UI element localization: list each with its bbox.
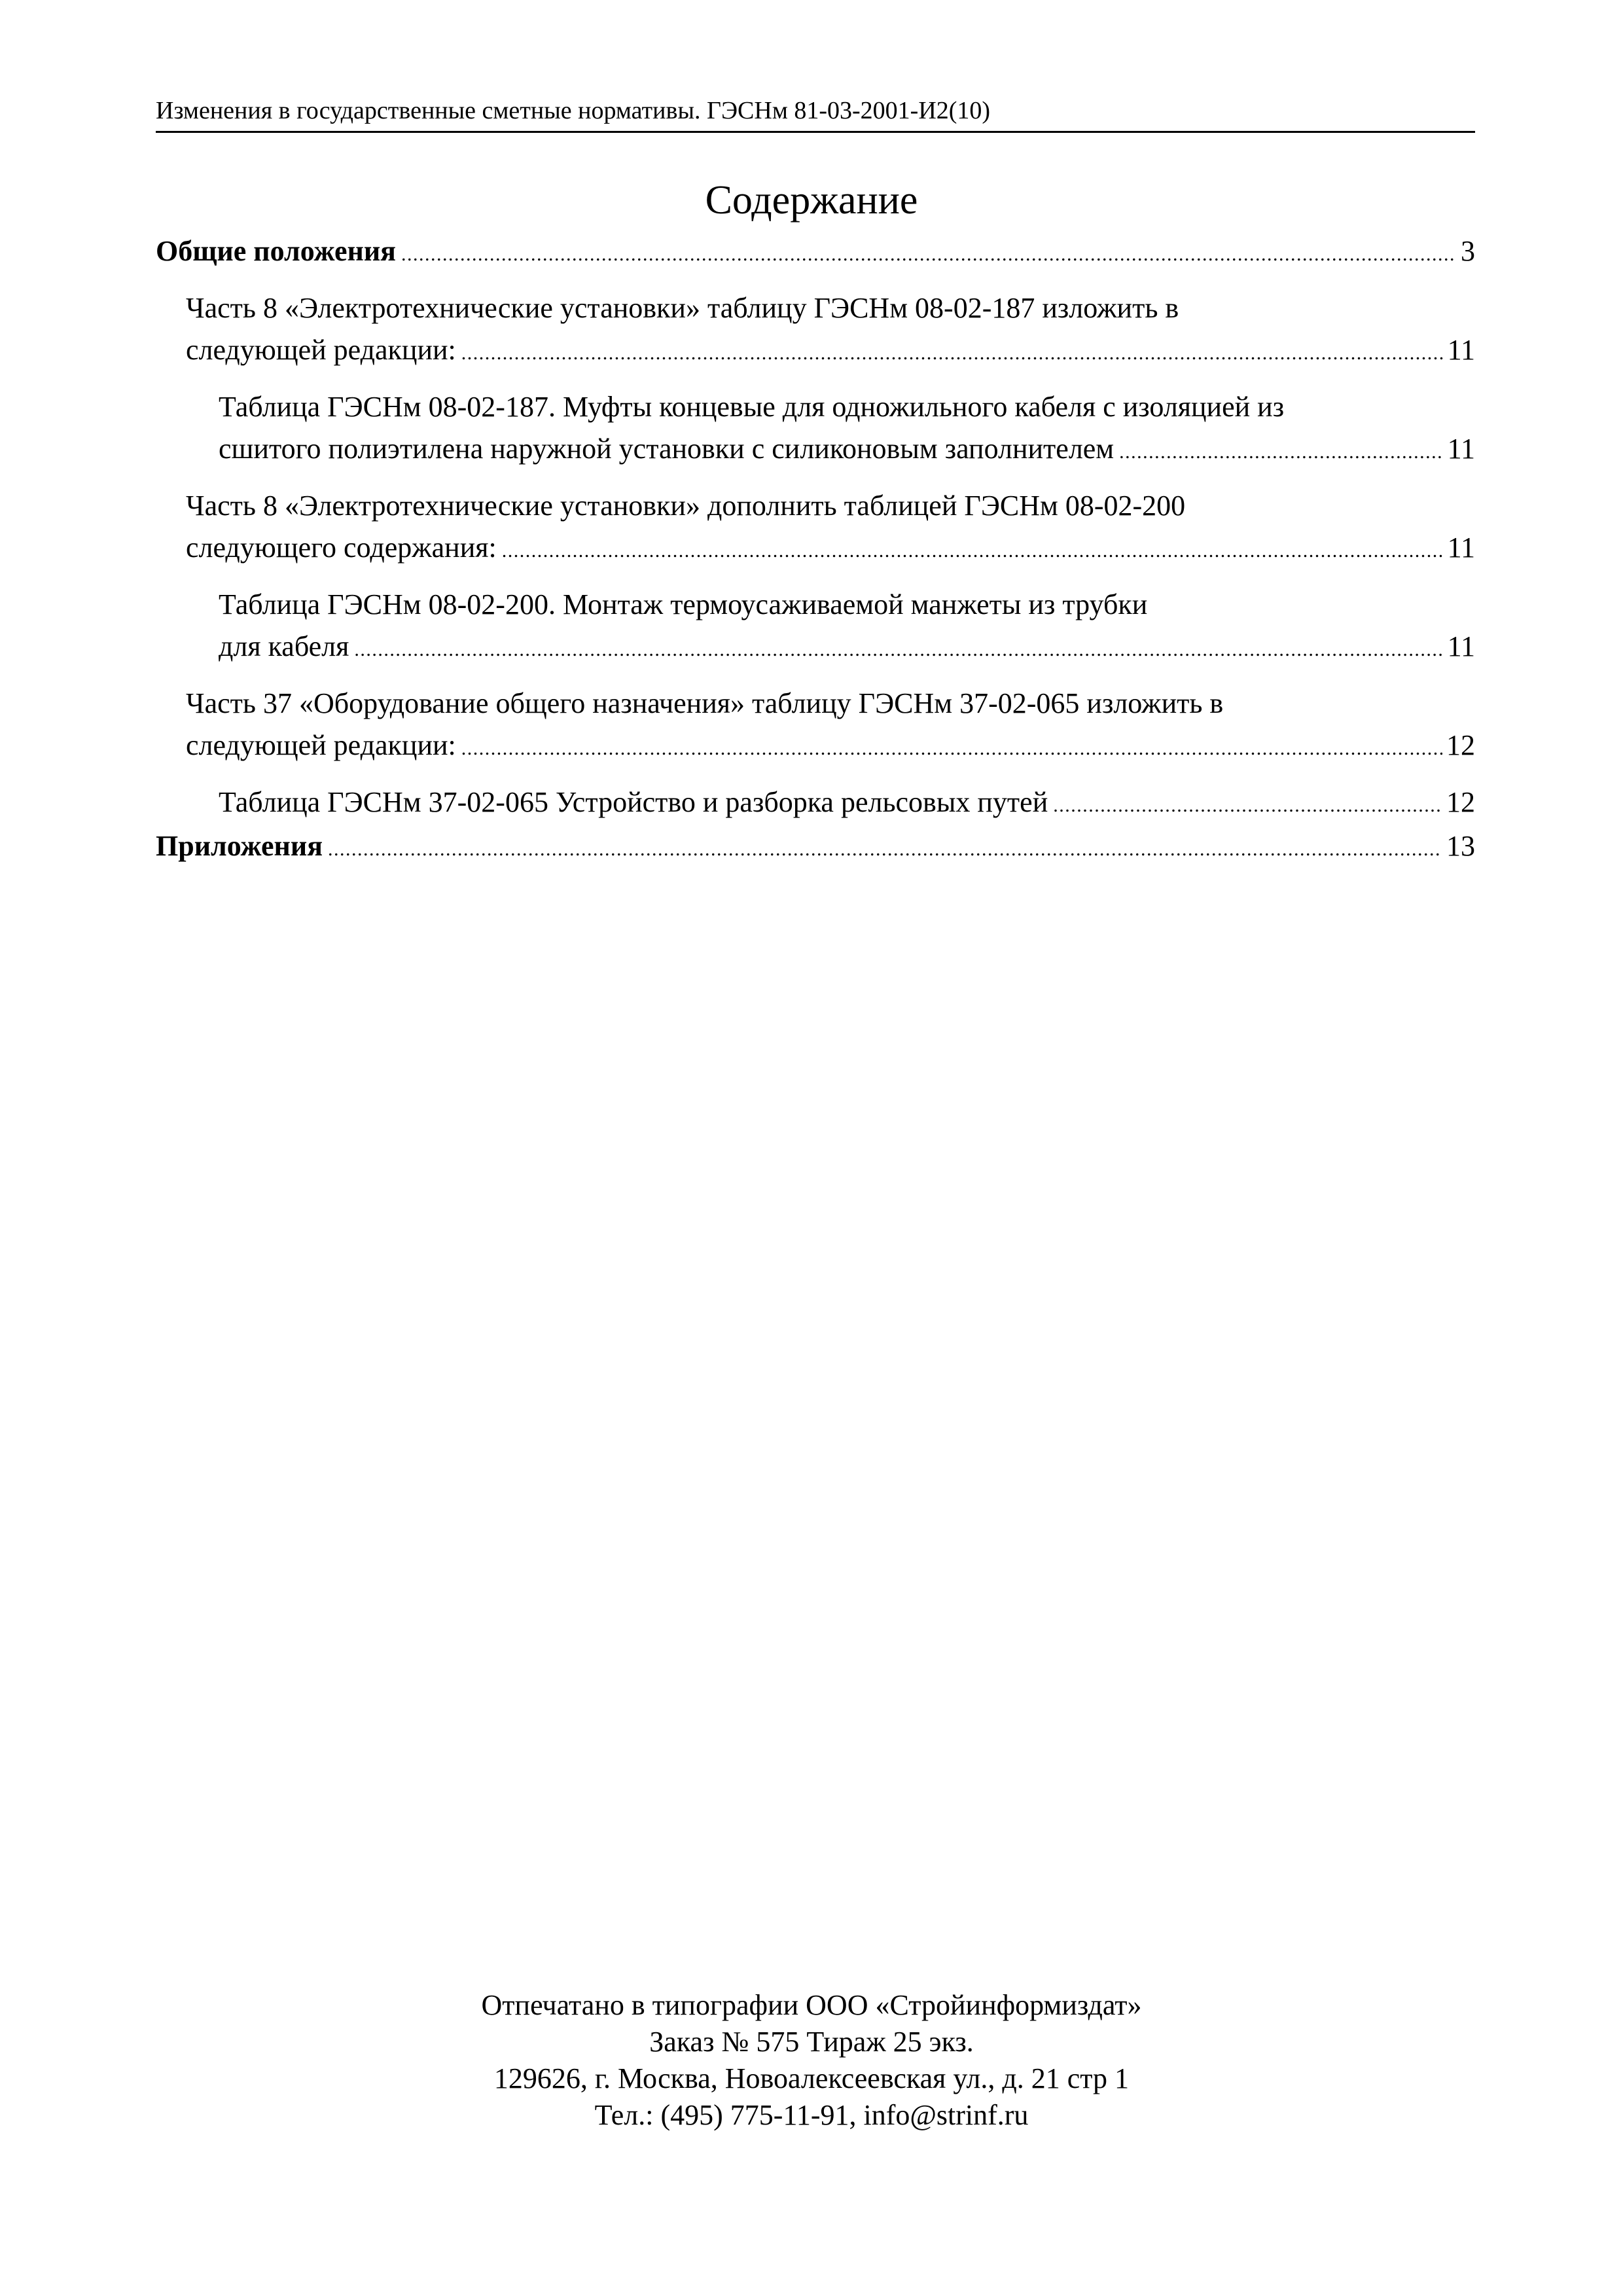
toc-entry-appendices[interactable]	[156, 827, 1475, 869]
dot-leader	[401, 232, 1457, 274]
toc-page-number: 3	[1461, 235, 1475, 267]
imprint-order: Заказ № 575 Тираж 25 экз.	[649, 2026, 974, 2058]
toc-entry-table-08-02-187[interactable]	[219, 386, 1475, 473]
table-of-contents	[156, 232, 1475, 869]
toc-entry-text: Часть 8 «Электротехнические установки» дополнить таблицей ГЭСНм 08-02-200	[186, 490, 1186, 522]
running-header: Изменения в государственные сметные нормативы. ГЭСНм 81-03-2001-И2(10)	[156, 97, 991, 124]
toc-title: Содержание	[705, 178, 918, 223]
toc-entry-text: Приложения	[156, 830, 323, 862]
toc-page-number: 12	[1446, 729, 1475, 761]
toc-entry-text: следующего содержания:	[186, 531, 497, 564]
toc-entry-general-provisions[interactable]	[156, 232, 1475, 274]
toc-entry-part-8-table-200[interactable]	[186, 485, 1475, 572]
toc-entry-part-37-table-065[interactable]	[186, 683, 1475, 770]
toc-entry-text: Часть 8 «Электротехнические установки» таблицу ГЭСНм 08-02-187 изложить в	[186, 292, 1179, 324]
toc-entry-table-08-02-200[interactable]	[219, 584, 1475, 671]
toc-page-number: 11	[1447, 334, 1475, 366]
toc-page-number: 11	[1447, 630, 1475, 662]
toc-page-number: 11	[1447, 531, 1475, 564]
toc-entry-text: для кабеля	[219, 630, 349, 662]
dot-leader	[328, 827, 1442, 869]
toc-entry-text: Общие положения	[156, 235, 396, 267]
dot-leader	[1119, 428, 1443, 473]
toc-entry-text: Таблица ГЭСНм 37-02-065 Устройство и разборка рельсовых путей	[219, 786, 1048, 818]
imprint-address: 129626, г. Москва, Новоалексеевская ул., д. 21 стр 1	[493, 2062, 1130, 2094]
printing-imprint	[0, 1987, 1623, 2134]
dot-leader	[1053, 781, 1442, 827]
header-rule	[156, 131, 1475, 133]
dot-leader	[461, 329, 1444, 374]
imprint-printer: Отпечатано в типографии ООО «Стройинформиздат»	[481, 1989, 1142, 2021]
toc-entry-text: Таблица ГЭСНм 08-02-187. Муфты концевые для одножильного кабеля с изоляцией из	[219, 391, 1285, 423]
toc-page-number: 11	[1447, 433, 1475, 465]
toc-entry-part-8-table-187[interactable]	[186, 287, 1475, 374]
toc-page-number: 12	[1446, 786, 1475, 818]
toc-page-number: 13	[1446, 830, 1475, 862]
imprint-contacts: Тел.: (495) 775-11-91, info@strinf.ru	[594, 2099, 1029, 2131]
toc-entry-text: следующей редакции:	[186, 729, 456, 761]
toc-entry-table-37-02-065[interactable]	[219, 781, 1475, 827]
toc-entry-text: Часть 37 «Оборудование общего назначения» таблицу ГЭСНм 37-02-065 изложить в	[186, 687, 1224, 719]
toc-entry-text: следующей редакции:	[186, 334, 456, 366]
dot-leader	[502, 527, 1444, 572]
toc-entry-text: сшитого полиэтилена наружной установки с силиконовым заполнителем	[219, 433, 1115, 465]
dot-leader	[461, 725, 1442, 770]
toc-entry-text: Таблица ГЭСНм 08-02-200. Монтаж термоусаживаемой манжеты из трубки	[219, 588, 1148, 620]
dot-leader	[354, 626, 1443, 671]
